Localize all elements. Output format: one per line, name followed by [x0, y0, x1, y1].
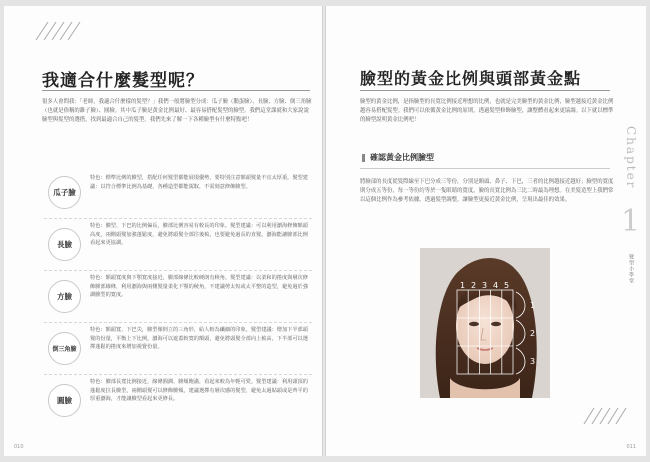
portrait-illustration: [420, 248, 550, 398]
face-badge-long: 長臉: [48, 228, 81, 261]
page-number-left: 010: [14, 444, 24, 450]
slash-decoration-bottom-right: [580, 406, 628, 426]
slash-decoration-top-left: [30, 20, 86, 42]
grid-label-5: 5: [504, 281, 510, 290]
grid-label-1: 1: [460, 281, 466, 290]
face-badge-melon-seed: 瓜子臉: [48, 176, 81, 209]
chapter-number: 1: [621, 204, 641, 239]
grid-label-3: 3: [482, 281, 488, 290]
face-desc-square: 特色：額頭寬度與下顎寬度接近，臉部線條比較硬朗有稜角。髮型建議：以柔和的捲度與層次修飾臉部線條，利用瀏海與兩側髮量柔化下顎的稜角，不建議剪太短或太平整的造型，避免過於強調臉型的寬度。: [90, 275, 308, 299]
body-paragraph: 將臉部的長度從髮際線至下巴分成三等份，分別是額頭、鼻子、下巴，三者的比例越接近越好；臉型的寬度則分成五等份，每一等份約等於一隻眼睛的寬度，臉的長寬比例為三比二時最為理想。在美髮造型上我們常以這個比例作為參考依據，透過髮型調整，讓臉型更接近黃金比例，呈現出最佳的效果。: [360, 179, 614, 203]
page-number-right: 011: [626, 444, 636, 450]
chapter-label: Chapter: [624, 126, 638, 190]
face-desc-inverted-triangle: 特色：額頭寬、下巴尖，臉型像倒立的三角形，給人較為纖細的印象。髮型建議：增加下半部頭髮的份量，平衡上下比例，瀏海可以遮蓋較寬的額頭，避免將頭髮全部向上梳高，下半部可以選擇蓬鬆的捲度來增加視覺份量。: [90, 327, 308, 351]
face-desc-melon-seed: 特色：標準比例的臉型，搭配任何髮型都能展現優勢，要特別注意額頭髮量不宜太厚重。髮型建議：以符合標準比例為基礎，各種造型都能駕馭，不需刻意修飾臉型。: [90, 175, 308, 190]
face-desc-round: 特色：臉部長寬比例接近，線條圓潤、臉頰飽滿，看起來較為年輕可愛。髮型建議：利用頭頂的蓬鬆度拉長臉型，兩側頭髮可以修飾臉頰，建議選擇有層次感的髮型，避免太過貼頭或是齊平的厚重瀏海，才能讓臉型看起來更修長。: [90, 379, 308, 403]
separator: [44, 322, 312, 323]
side-label-2: 2: [530, 329, 536, 338]
face-badge-round: 圓臉: [48, 384, 81, 417]
chapter-subtitle: 髮型小學堂: [628, 254, 634, 284]
grid-label-2: 2: [471, 281, 477, 290]
title-rule: [360, 90, 610, 91]
face-badge-square: 方臉: [48, 280, 81, 313]
right-page: [326, 6, 646, 456]
title-rule: [42, 90, 310, 91]
subtitle-rule: [360, 168, 610, 169]
separator: [44, 374, 312, 375]
section-subtitle: 確認黃金比例臉型: [370, 153, 434, 162]
page-title: 我適合什麼髮型呢？: [42, 71, 204, 91]
side-label-3: 3: [530, 357, 536, 366]
face-badge-inverted-triangle: 倒三角臉: [48, 332, 81, 365]
intro-paragraph: 臉型的黃金比例，是指臉型的長寬比例接近理想的比例，也就是完美臉型的黃金比例，臉型越接近黃金比例越容易搭配髮型。我們可以依循黃金比例的原則，透過髮型修飾臉型，讓整體看起來更協調。以下就以標準的臉型說明黃金比例吧！: [360, 99, 614, 123]
intro-paragraph: 很多人會問我：「老師，我適合什麼樣的髮型？」我們一般將臉型分成：瓜子臉（鵝蛋臉）、長臉、方臉、倒三角臉（也就是俗稱的錐子臉）、圓臉。其中瓜子臉是黃金比例最好、最容易搭配髮型的臉型。我們這堂課就和大家說說臉型與髮型的選搭，找到最適合自己的髮型。我們先來了解一下各種臉型有什麼特點吧！: [42, 99, 312, 123]
page-title: 臉型的黃金比例與頭部黃金點: [360, 69, 582, 88]
separator: [44, 218, 312, 219]
face-proportion-photo: [420, 248, 550, 398]
left-page: [4, 6, 322, 456]
side-label-1: 1: [530, 301, 536, 310]
separator: [44, 270, 312, 271]
grid-label-4: 4: [493, 281, 499, 290]
face-desc-long: 特色：臉型、下巴的比例偏長，臉部比例容易有較長的印象。髮型建議：可以利用瀏海修飾額頭高度，兩側頭髮加強蓬鬆度，避免將頭髮全部往後梳，也要避免過長的直髮。瀏海能讓臉部比例看起來更協調。: [90, 223, 308, 247]
